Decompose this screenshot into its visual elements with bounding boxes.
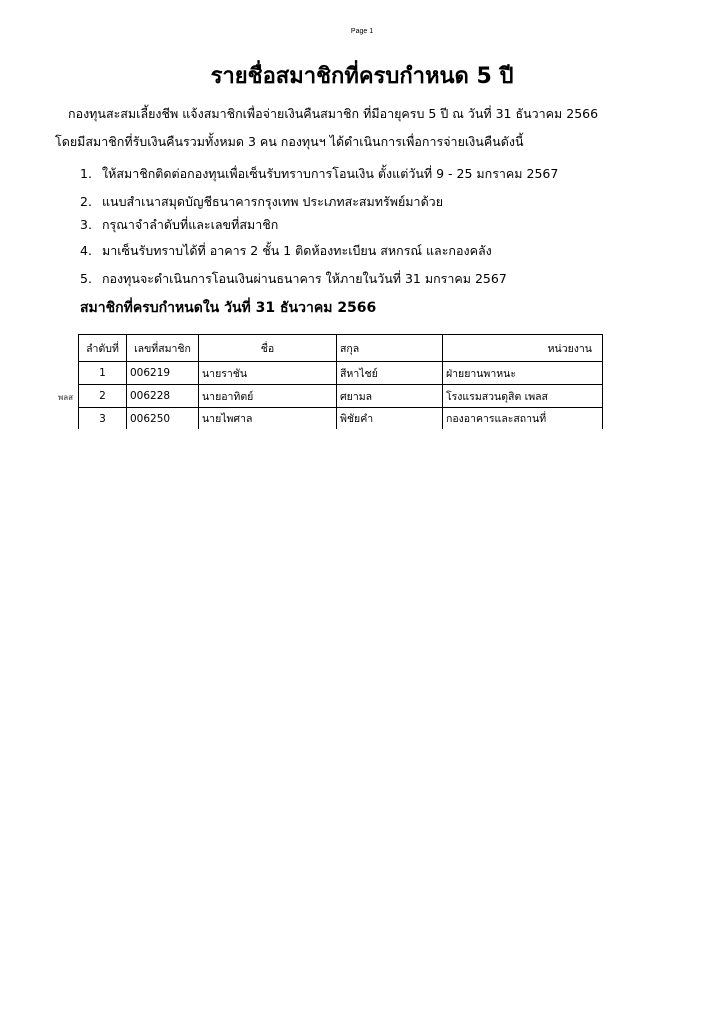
cell-member-id: 006228 xyxy=(127,385,199,408)
instruction-text: ให้สมาชิกติดต่อกองทุนเพื่อเซ็นรับทราบการโอนเงิน ตั้งแต่วันที่ 9 - 25 มกราคม 2567 xyxy=(101,166,559,181)
table-row xyxy=(79,362,603,385)
cell-member-id: 006219 xyxy=(127,362,199,385)
intro-line-2: โดยมีสมาชิกที่รับเงินคืนรวมทั้งหมด 3 คน กองทุนฯ ได้ดำเนินการเพื่อการจ่ายเงินคืนดังนี้ xyxy=(55,134,524,149)
header-seq: ลำดับที่ xyxy=(79,335,127,362)
page-title: รายชื่อสมาชิกที่ครบกำหนด 5 ปี xyxy=(210,64,514,89)
members-table xyxy=(78,334,603,429)
instruction-number: 3. xyxy=(80,217,92,232)
instruction-item-5 xyxy=(80,269,507,289)
instruction-text: กองทุนจะดำเนินการโอนเงินผ่านธนาคาร ให้ภายในวันที่ 31 มกราคม 2567 xyxy=(101,271,507,286)
table-subtitle: สมาชิกที่ครบกำหนดใน วันที่ 31 ธันวาคม 2566 xyxy=(80,300,377,316)
cell-seq: 1 xyxy=(79,362,127,385)
header-department: หน่วยงาน xyxy=(443,335,603,362)
cell-name: นายราชัน xyxy=(199,362,337,385)
instruction-item-1 xyxy=(80,164,558,184)
cell-surname: ศยามล xyxy=(337,385,443,408)
cell-seq: 2 xyxy=(79,385,127,408)
table-row xyxy=(79,385,603,408)
cell-surname: สีหาไชย์ xyxy=(337,362,443,385)
cell-surname: พิชัยคำ xyxy=(337,408,443,430)
cell-member-id: 006250 xyxy=(127,408,199,430)
instruction-number: 4. xyxy=(80,243,92,258)
intro-line-1: กองทุนสะสมเลี้ยงชีพ แจ้งสมาชิกเพื่อจ่ายเงินคืนสมาชิก ที่มีอายุครบ 5 ปี ณ วันที่ 31 ธันวาคม 2566 xyxy=(68,106,599,121)
instruction-number: 2. xyxy=(80,194,92,209)
instruction-number: 5. xyxy=(80,271,92,286)
instruction-item-3 xyxy=(80,215,278,235)
instruction-text: แนบสำเนาสมุดบัญชีธนาคารกรุงเทพ ประเภทสะสมทรัพย์มาด้วย xyxy=(101,194,444,209)
header-surname: สกุล xyxy=(337,335,443,362)
cell-seq: 3 xyxy=(79,408,127,430)
instruction-text: กรุณาจำลำดับที่และเลขที่สมาชิก xyxy=(101,217,279,232)
cell-name: นายไพศาล xyxy=(199,408,337,430)
side-note: พลส xyxy=(58,393,74,402)
cell-department: ฝ่ายยานพาหนะ xyxy=(443,362,603,385)
header-member-id: เลขที่สมาชิก xyxy=(127,335,199,362)
instruction-number: 1. xyxy=(80,166,92,181)
instruction-item-2 xyxy=(80,192,443,212)
page-number: Page 1 xyxy=(350,28,374,35)
cell-name: นายอาทิตย์ xyxy=(199,385,337,408)
instruction-item-4 xyxy=(80,241,492,261)
table-row xyxy=(79,408,603,430)
cell-department: โรงแรมสวนดุสิต เพลส xyxy=(443,385,603,408)
instruction-text: มาเซ็นรับทราบได้ที่ อาคาร 2 ชั้น 1 ติดห้องทะเบียน สหกรณ์ และกองคลัง xyxy=(101,243,492,258)
table-header-row xyxy=(79,335,603,362)
cell-department: กองอาคารและสถานที่ xyxy=(443,408,603,430)
header-name: ชื่อ xyxy=(199,335,337,362)
